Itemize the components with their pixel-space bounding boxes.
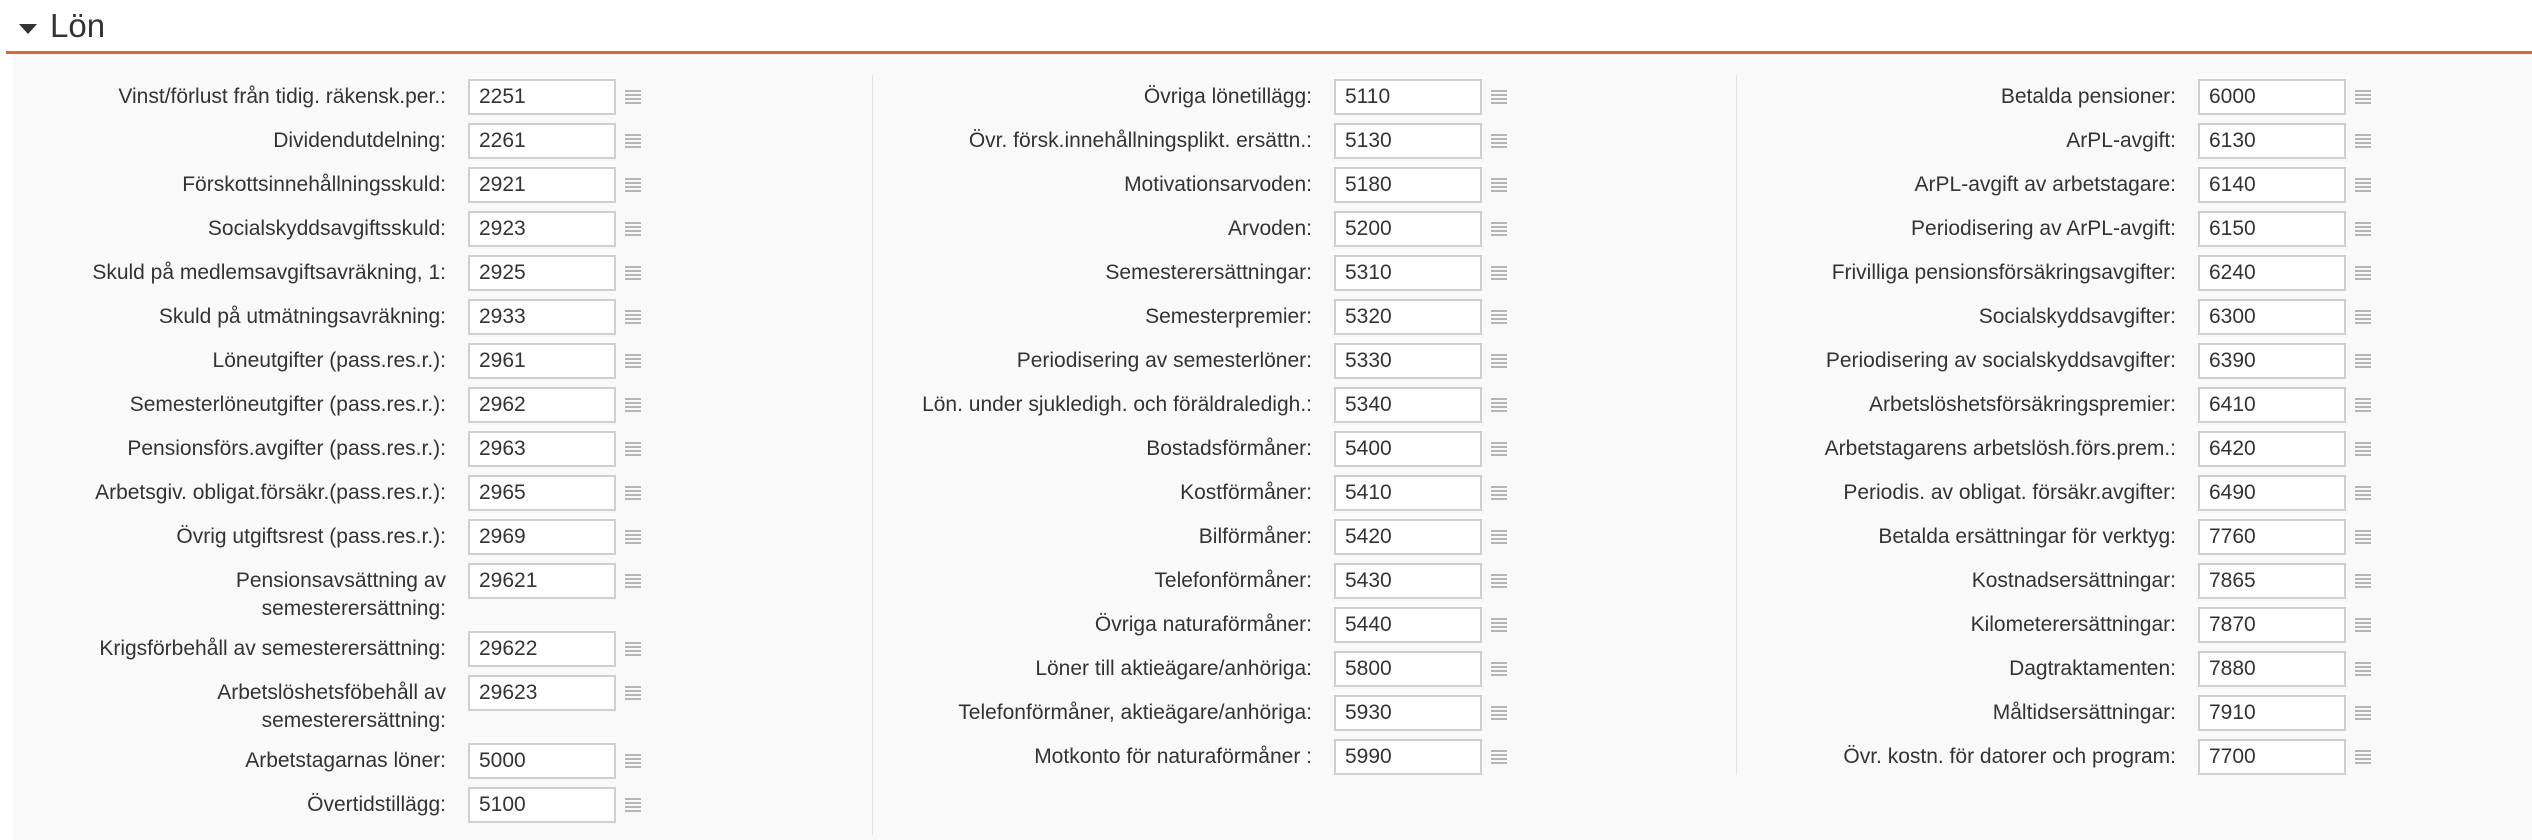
account-number-input[interactable]: [2198, 475, 2346, 511]
field-label: Periodis. av obligat. försäkr.avgifter:: [1843, 481, 2176, 504]
field-label: Övriga naturaförmåner:: [1094, 613, 1312, 636]
account-field-row: [0, 431, 2371, 467]
field-label: ArPL-avgift:: [2066, 129, 2176, 152]
list-icon[interactable]: [2355, 442, 2371, 456]
field-label: Pensionsförs.avgifter (pass.res.r.):: [127, 437, 446, 460]
account-number-input[interactable]: [2198, 343, 2346, 379]
account-number-input[interactable]: [2198, 519, 2346, 555]
list-icon[interactable]: [2355, 222, 2371, 236]
account-number-input[interactable]: [2198, 211, 2346, 247]
list-icon[interactable]: [2355, 750, 2371, 764]
account-field-row: [0, 607, 2371, 643]
caret-down-icon[interactable]: [19, 24, 37, 34]
account-number-input[interactable]: [2198, 695, 2346, 731]
list-icon[interactable]: [2355, 618, 2371, 632]
field-label: Måltidsersättningar:: [1992, 701, 2176, 724]
list-icon[interactable]: [2355, 706, 2371, 720]
list-icon[interactable]: [2355, 574, 2371, 588]
field-label: Löner till aktieägare/anhöriga:: [1035, 657, 1312, 680]
field-label: Dagtraktamenten:: [2009, 657, 2176, 680]
list-icon[interactable]: [625, 798, 641, 812]
field-label: Arbetslöshetsföbehåll av semesterersättning:: [217, 681, 446, 732]
account-field-row: [0, 563, 2371, 599]
account-field-row: [0, 519, 2371, 555]
account-number-input[interactable]: [2198, 739, 2346, 775]
field-label: Telefonförmåner, aktieägare/anhöriga:: [958, 701, 1312, 724]
field-label: Kilometerersättningar:: [1970, 613, 2176, 636]
account-field-row: [0, 343, 2371, 379]
field-label: Frivilliga pensionsförsäkringsavgifter:: [1831, 261, 2176, 284]
field-label: Arbetstagarens arbetslösh.förs.prem.:: [1824, 437, 2176, 460]
list-icon[interactable]: [2355, 266, 2371, 280]
field-label: Socialskyddsavgiftsskuld:: [207, 217, 446, 240]
section-title[interactable]: Lön: [50, 7, 106, 44]
field-label: Periodisering av socialskyddsavgifter:: [1825, 349, 2176, 372]
account-number-input[interactable]: [2198, 607, 2346, 643]
field-label: Dividendutdelning:: [273, 129, 446, 152]
field-label: Socialskyddsavgifter:: [1978, 305, 2176, 328]
field-label: Löneutgifter (pass.res.r.):: [212, 349, 446, 372]
account-field-row: [0, 299, 2371, 335]
field-label: Arbetstagarnas löner:: [245, 749, 446, 772]
account-field-row: [0, 475, 2371, 511]
account-number-input[interactable]: [2198, 299, 2346, 335]
list-icon[interactable]: [2355, 662, 2371, 676]
field-label: Semesterpremier:: [1145, 305, 1312, 328]
field-label: Skuld på medlemsavgiftsavräkning, 1:: [92, 261, 446, 284]
field-label: Övertidstillägg:: [307, 793, 446, 816]
field-label: Pensionsavsättning av semesterersättning:: [235, 569, 446, 620]
account-number-input[interactable]: [2198, 387, 2346, 423]
field-label: Övr. kostn. för datorer och program:: [1843, 745, 2176, 768]
account-number-input[interactable]: [2198, 167, 2346, 203]
field-label: Arvoden:: [1227, 217, 1312, 240]
field-label: Bostadsförmåner:: [1146, 437, 1312, 460]
account-field-row: [0, 211, 2371, 247]
field-label: Motkonto för naturaförmåner :: [1034, 745, 1312, 768]
account-field-row: [0, 123, 2371, 159]
account-field-row: [0, 651, 2371, 687]
section-header: [0, 0, 2532, 52]
field-label: Övrig utgiftsrest (pass.res.r.):: [176, 525, 446, 548]
field-label: Vinst/förlust från tidig. räkensk.per.:: [118, 85, 446, 108]
field-label: Semesterlöneutgifter (pass.res.r.):: [129, 393, 446, 416]
field-label: Lön. under sjukledigh. och föräldraledigh.:: [922, 393, 1312, 416]
list-icon[interactable]: [2355, 178, 2371, 192]
field-label: Periodisering av semesterlöner:: [1016, 349, 1312, 372]
list-icon[interactable]: [2355, 310, 2371, 324]
list-icon[interactable]: [2355, 486, 2371, 500]
account-number-input[interactable]: [2198, 563, 2346, 599]
field-label: Telefonförmåner:: [1154, 569, 1312, 592]
account-number-input[interactable]: [2198, 651, 2346, 687]
field-label: Förskottsinnehållningsskuld:: [182, 173, 446, 196]
account-number-input[interactable]: [2198, 79, 2346, 115]
account-number-input[interactable]: [2198, 255, 2346, 291]
list-icon[interactable]: [2355, 354, 2371, 368]
account-field-row: [0, 739, 2371, 775]
account-field-row: [0, 787, 641, 823]
field-label: Övriga lönetillägg:: [1143, 85, 1312, 108]
field-label: Betalda ersättningar för verktyg:: [1878, 525, 2176, 548]
account-number-input[interactable]: [2198, 431, 2346, 467]
field-label: Semesterersättningar:: [1105, 261, 1312, 284]
list-icon[interactable]: [2355, 398, 2371, 412]
list-icon[interactable]: [2355, 134, 2371, 148]
field-label: Skuld på utmätningsavräkning:: [158, 305, 446, 328]
field-label: Övr. försk.innehållningsplikt. ersättn.:: [968, 129, 1312, 152]
account-field-row: [0, 255, 2371, 291]
field-label: Periodisering av ArPL-avgift:: [1911, 217, 2176, 240]
account-number-input[interactable]: [2198, 123, 2346, 159]
list-icon[interactable]: [2355, 530, 2371, 544]
field-label: Bilförmåner:: [1198, 525, 1312, 548]
account-field-row: [0, 387, 2371, 423]
field-label: Krigsförbehåll av semesterersättning:: [99, 637, 446, 660]
field-label: Arbetslöshetsförsäkringspremier:: [1869, 393, 2176, 416]
field-label: ArPL-avgift av arbetstagare:: [1914, 173, 2176, 196]
field-label: Betalda pensioner:: [2000, 85, 2176, 108]
field-label: Kostförmåner:: [1180, 481, 1312, 504]
field-label: Arbetsgiv. obligat.försäkr.(pass.res.r.):: [95, 481, 446, 504]
field-label: Motivationsarvoden:: [1124, 173, 1312, 196]
list-icon[interactable]: [2355, 90, 2371, 104]
account-field-row: [0, 79, 2371, 115]
account-field-row: [0, 167, 2371, 203]
account-field-row: [0, 695, 2371, 731]
field-label: Kostnadsersättningar:: [1971, 569, 2176, 592]
account-number-input[interactable]: [468, 787, 616, 823]
account-column-3: [0, 79, 2371, 783]
section-divider: [6, 51, 2532, 54]
